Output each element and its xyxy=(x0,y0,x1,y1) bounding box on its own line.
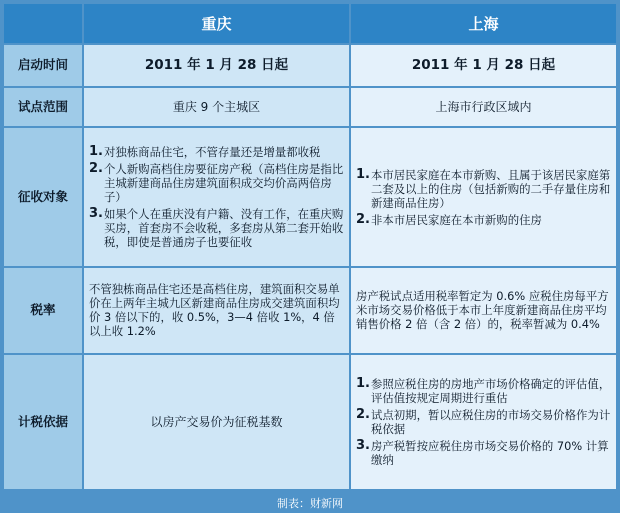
label-rate: 税率 xyxy=(4,268,82,353)
list-number: 1. xyxy=(89,144,103,160)
row-scope xyxy=(4,88,616,126)
list-number: 1. xyxy=(356,375,370,391)
row-basis xyxy=(4,355,616,489)
list-item xyxy=(89,162,344,204)
list-item xyxy=(356,408,611,436)
header-shanghai: 上海 xyxy=(351,4,616,43)
list-item xyxy=(356,377,611,405)
row-rate xyxy=(4,268,616,353)
chongqing-start-time: 2011 年 1 月 28 日起 xyxy=(84,45,349,85)
list-text: 参照应税住房的房地产市场价格确定的评估值，评估值按规定周期进行重估 xyxy=(371,376,611,405)
list-item xyxy=(356,213,611,227)
list-text: 对独栋商品住宅，不管存量还是增量都收税 xyxy=(104,145,321,160)
row-objects xyxy=(4,128,616,266)
list-item xyxy=(89,145,344,159)
chongqing-objects xyxy=(84,128,349,266)
shanghai-basis xyxy=(351,355,616,489)
label-objects: 征收对象 xyxy=(4,128,82,266)
shanghai-scope: 上海市行政区域内 xyxy=(351,88,616,126)
shanghai-objects xyxy=(351,128,616,266)
header-corner xyxy=(4,4,82,43)
source-credit: 制表：财新网 xyxy=(0,494,620,513)
row-start-time xyxy=(4,45,616,85)
shanghai-rate: 房产税试点适用税率暂定为 0.6% 应税住房每平方米市场交易价格低于本市上年度新建商品住房平均销售价格 2 倍（含 2 倍）的，税率暂减为 0.4% xyxy=(351,268,616,353)
list-text: 试点初期，暂以应税住房的市场交易价格作为计税依据 xyxy=(371,407,611,436)
list-text: 房产税暂按应税住房市场交易价格的 70% 计算缴纳 xyxy=(371,438,609,467)
chongqing-basis: 以房产交易价为征税基数 xyxy=(84,355,349,489)
list-item xyxy=(356,439,611,467)
list-number: 1. xyxy=(356,166,370,182)
list-number: 2. xyxy=(89,161,103,177)
list-item xyxy=(89,207,344,249)
label-basis: 计税依据 xyxy=(4,355,82,489)
header-row xyxy=(4,4,616,43)
list-text: 本市居民家庭在本市新购、且属于该居民家庭第二套及以上的住房（包括新购的二手存量住房和新建商品住房） xyxy=(371,167,611,210)
list-text: 个人新购高档住房要征房产税（高档住房是指比主城新建商品住房建筑面积成交均价高两倍房子） xyxy=(104,162,344,205)
comparison-table xyxy=(2,2,618,491)
chongqing-rate: 不管独栋商品住宅还是高档住房，建筑面积交易单价在上两年主城九区新建商品住房成交建筑面积均价 3 倍以下的，收 0.5%，3—4 倍收 1%，4 倍以上收 1.2% xyxy=(84,268,349,353)
list-item xyxy=(356,168,611,210)
shanghai-start-time: 2011 年 1 月 28 日起 xyxy=(351,45,616,85)
list-number: 2. xyxy=(356,406,370,422)
list-number: 2. xyxy=(356,211,370,227)
header-chongqing: 重庆 xyxy=(84,4,349,43)
list-text: 如果个人在重庆没有户籍、没有工作，在重庆购买房，首套房不会收税，多套房从第二套开始收税，即使是普通房子也要征收 xyxy=(104,207,344,250)
list-number: 3. xyxy=(356,437,370,453)
label-scope: 试点范围 xyxy=(4,88,82,126)
label-start-time: 启动时间 xyxy=(4,45,82,85)
list-number: 3. xyxy=(89,206,103,222)
list-text: 非本市居民家庭在本市新购的住房 xyxy=(371,212,542,227)
chongqing-scope: 重庆 9 个主城区 xyxy=(84,88,349,126)
